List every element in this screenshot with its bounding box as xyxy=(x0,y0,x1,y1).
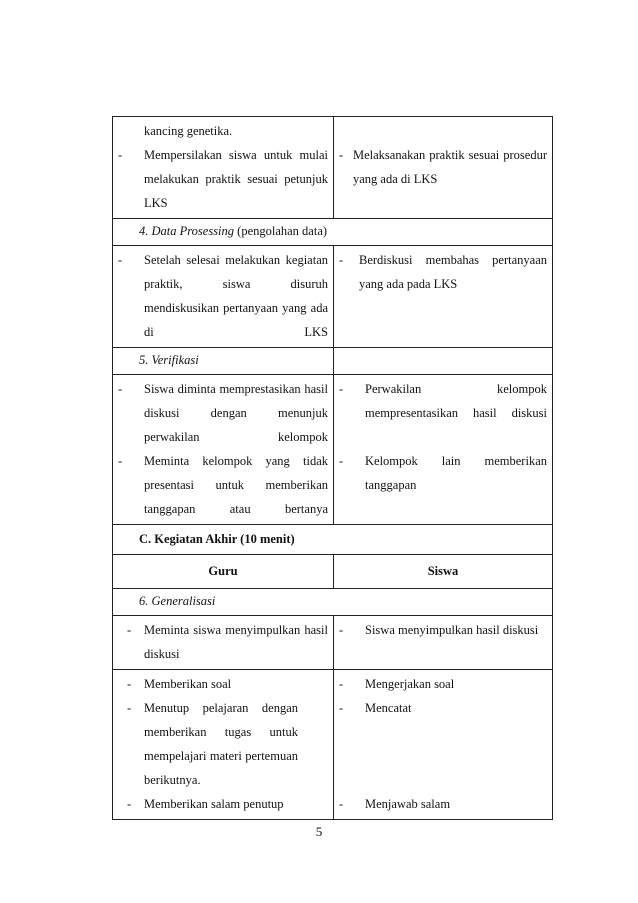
guru-activity: Meminta siswa menyimpulkan hasil diskusi xyxy=(144,623,328,661)
list-item xyxy=(339,143,547,191)
list-item xyxy=(118,248,328,344)
siswa-activity: Berdiskusi membahas pertanyaan yang ada pada LKS xyxy=(359,253,547,291)
table-row xyxy=(113,670,553,820)
guru-activity: Meminta kelompok yang tidak presentasi untuk memberikan tanggapan atau bertanya xyxy=(144,454,328,516)
phase-cell xyxy=(113,219,553,246)
guru-activity: Memberikan salam penutup xyxy=(144,797,284,811)
list-item xyxy=(118,618,328,666)
dash-bullet: - xyxy=(339,253,344,267)
phase-title: 4. Data Prosessing xyxy=(139,224,235,238)
list-item xyxy=(339,248,547,296)
dash-bullet: - xyxy=(339,797,344,811)
section-cell xyxy=(113,525,553,555)
dash-bullet: - xyxy=(118,382,123,396)
guru-activity: Siswa diminta memprestasikan hasil diskusi dengan menunjuk perwakilan kelompok xyxy=(144,382,328,444)
header-row xyxy=(113,555,553,589)
guru-cell xyxy=(113,616,334,670)
table-row xyxy=(113,117,553,219)
list-item xyxy=(118,449,328,521)
phase-title: 6. Generalisasi xyxy=(139,594,216,608)
dash-bullet: - xyxy=(339,454,344,468)
empty-cell xyxy=(334,348,553,375)
phase-note: (pengolahan data) xyxy=(234,224,328,238)
siswa-cell xyxy=(334,117,553,219)
section-row xyxy=(113,525,553,555)
dash-bullet: - xyxy=(339,677,344,691)
dash-bullet: - xyxy=(127,701,132,715)
siswa-cell xyxy=(334,616,553,670)
phase-row xyxy=(113,219,553,246)
dash-bullet: - xyxy=(339,382,344,396)
list-item xyxy=(118,696,328,792)
phase-cell xyxy=(113,589,553,616)
siswa-activity: Perwakilan kelompok mempresentasikan hasil diskusi xyxy=(365,382,547,420)
dash-bullet: - xyxy=(339,148,344,162)
header-cell xyxy=(113,555,334,589)
phase-row xyxy=(113,348,553,375)
table-row xyxy=(113,375,553,525)
list-item xyxy=(118,672,328,696)
dash-bullet: - xyxy=(118,253,123,267)
list-item xyxy=(118,377,328,449)
phase-row xyxy=(113,589,553,616)
list-item xyxy=(339,618,547,642)
table-row xyxy=(113,246,553,348)
siswa-activity: Siswa menyimpulkan hasil diskusi xyxy=(365,623,539,637)
list-item xyxy=(339,672,547,696)
list-item xyxy=(339,377,547,425)
lesson-activity-table xyxy=(112,116,553,820)
dash-bullet: - xyxy=(127,797,132,811)
siswa-cell xyxy=(334,670,553,820)
dash-bullet: - xyxy=(118,148,123,162)
section-title: C. Kegiatan Akhir (10 menit) xyxy=(139,532,295,546)
list-item xyxy=(339,792,547,816)
phase-cell xyxy=(113,348,334,375)
guru-cell xyxy=(113,117,334,219)
list-item xyxy=(118,792,328,816)
siswa-cell xyxy=(334,375,553,525)
guru-activity: Memberikan soal xyxy=(144,677,232,691)
column-header-siswa: Siswa xyxy=(427,564,459,578)
siswa-activity: Melaksanakan praktik sesuai prosedur yang ada di LKS xyxy=(353,148,547,186)
siswa-activity: Kelompok lain memberikan tanggapan xyxy=(365,454,547,492)
continued-text: kancing genetika. xyxy=(144,124,233,138)
guru-activity: Mempersilakan siswa untuk mulai melakukan praktik sesuai petunjuk LKS xyxy=(144,148,328,210)
table-row xyxy=(113,616,553,670)
list-item xyxy=(339,449,547,497)
header-cell xyxy=(334,555,553,589)
siswa-activity: Menjawab salam xyxy=(365,797,451,811)
guru-activity: Setelah selesai melakukan kegiatan praktik, siswa disuruh mendiskusikan pertanyaan yang ada di LKS xyxy=(144,253,328,339)
guru-cell xyxy=(113,375,334,525)
list-item xyxy=(118,143,328,215)
dash-bullet: - xyxy=(127,623,132,637)
dash-bullet: - xyxy=(339,701,344,715)
siswa-cell xyxy=(334,246,553,348)
dash-bullet: - xyxy=(127,677,132,691)
column-header-guru: Guru xyxy=(208,564,238,578)
dash-bullet: - xyxy=(118,454,123,468)
guru-cell xyxy=(113,670,334,820)
siswa-activity: Mengerjakan soal xyxy=(365,677,455,691)
list-item xyxy=(339,696,547,720)
phase-title: 5. Verifikasi xyxy=(139,353,199,367)
guru-cell xyxy=(113,246,334,348)
guru-activity: Menutup pelajaran dengan memberikan tugas untuk mempelajari materi pertemuan berikutnya. xyxy=(144,701,298,787)
dash-bullet: - xyxy=(339,623,344,637)
page-number: 5 xyxy=(315,824,323,839)
siswa-activity: Mencatat xyxy=(365,701,412,715)
